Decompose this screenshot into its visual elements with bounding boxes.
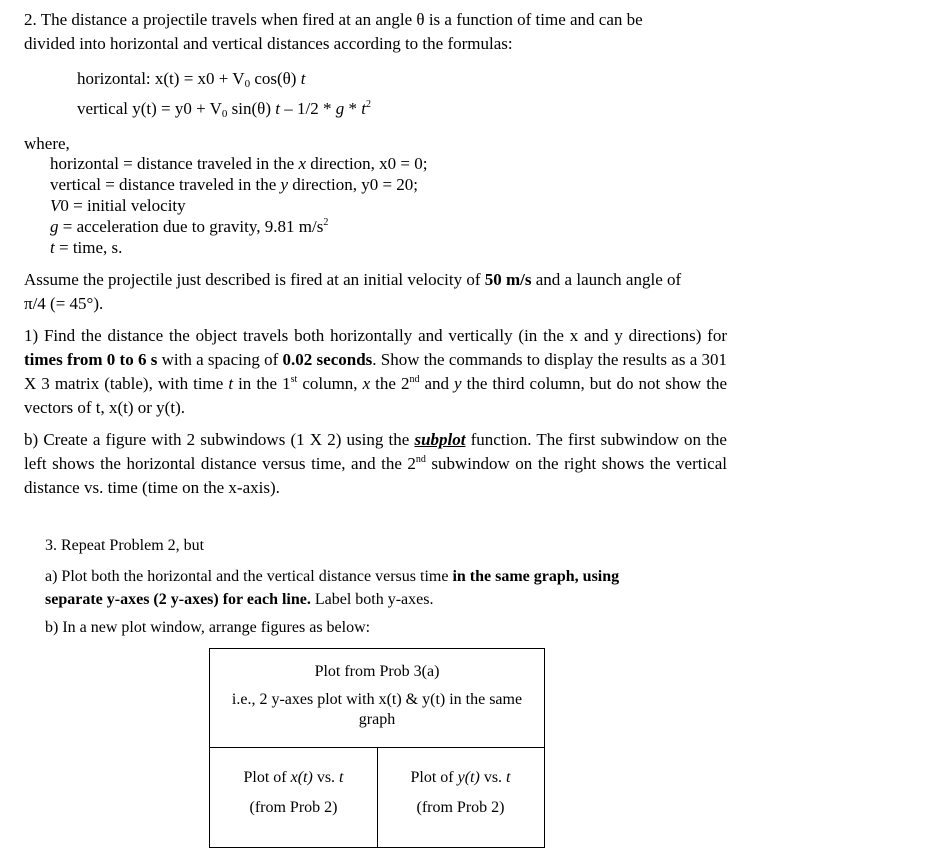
q1-text: with a spacing of xyxy=(157,350,283,369)
formula-var-t: t xyxy=(361,99,366,118)
formula-subscript: 0 xyxy=(244,78,251,90)
formula-text: horizontal: x(t) = x0 + V xyxy=(77,69,245,88)
p3a-text: Label both y-axes. xyxy=(310,591,434,608)
where-text: where, xyxy=(24,134,70,153)
p3a-text: a) Plot both the horizontal and the vertical distance versus time xyxy=(45,568,453,585)
q1-text: and xyxy=(419,374,455,393)
def-var: x xyxy=(298,154,306,173)
formula-text: * xyxy=(344,99,362,118)
cell-text: Plot of xyxy=(410,769,458,786)
formula-exponent: 2 xyxy=(365,99,371,110)
layout-top-cell xyxy=(218,662,536,730)
layout-bottom-right-cell xyxy=(378,768,543,818)
q1-sup: st xyxy=(290,374,298,385)
question-1-paragraph xyxy=(24,324,727,420)
problem-2-intro-line-1 xyxy=(24,8,643,32)
intro-text: 2. The distance a projectile travels when fired at an angle xyxy=(24,10,417,29)
formula-var-t: t xyxy=(275,99,280,118)
q1-bold: 0.02 seconds xyxy=(282,350,373,369)
formula-text: – 1/2 * xyxy=(279,99,336,118)
q1-text: in the 1 xyxy=(233,374,291,393)
layout-bottom-left-cell xyxy=(210,768,377,818)
q1-var: y xyxy=(454,374,462,393)
def-text: vertical = distance traveled in the xyxy=(50,175,281,194)
theta-symbol: θ xyxy=(416,10,425,29)
def-var: y xyxy=(280,175,289,194)
q1-bold: times from 0 to 6 s xyxy=(24,350,158,369)
cell-var: y(t) xyxy=(457,769,480,786)
q1-sup: nd xyxy=(409,374,420,385)
problem-2-intro-line-2 xyxy=(24,32,513,56)
def-text: = acceleration due to gravity, 9.81 m/s xyxy=(58,217,324,236)
def-initial-velocity xyxy=(50,195,427,216)
assume-bold: 50 m/s xyxy=(484,270,532,289)
def-vertical xyxy=(50,174,427,195)
problem-3-b xyxy=(45,618,370,638)
cell-var: x(t) xyxy=(290,769,313,786)
q1-text: the 2 xyxy=(370,374,410,393)
def-var: t xyxy=(50,238,55,257)
formula-text: vertical y(t) = y0 + V xyxy=(77,99,222,118)
bottom-left-source: (from Prob 2) xyxy=(249,799,338,816)
def-var: V xyxy=(50,196,61,215)
p3b-text: b) In a new plot window, arrange figures as below: xyxy=(45,619,371,636)
def-var: g xyxy=(50,217,59,236)
q1-var: x xyxy=(362,374,371,393)
formula-text: sin(θ) xyxy=(227,99,276,118)
question-b-paragraph xyxy=(24,428,727,500)
cell-var: t xyxy=(339,769,344,786)
p3a-line-1 xyxy=(45,565,619,588)
def-text: direction, y0 = 20; xyxy=(288,175,419,194)
q1-text: . Show the commands to display the results as a 301 X 3 matrix (table), with time xyxy=(24,350,728,393)
where-definitions xyxy=(50,153,427,258)
formula-horizontal xyxy=(77,67,305,91)
qb-text: subwindow on the right shows the vertical distance vs. time (time on the x-axis). xyxy=(24,454,727,497)
def-text: direction, x0 = 0; xyxy=(306,154,428,173)
top-cell-title: Plot from Prob 3(a) xyxy=(314,663,440,680)
qb-text: b) Create a figure with 2 subwindows (1 X 2) using the xyxy=(24,430,415,449)
q1-text: 1) Find the distance the object travels both horizontally and vertically (in the x and y directions) for xyxy=(24,326,727,345)
assume-text: Assume the projectile just described is fired at an initial velocity of xyxy=(24,270,485,289)
def-horizontal xyxy=(50,153,427,174)
def-exponent: 2 xyxy=(323,217,329,228)
q1-var: t xyxy=(228,374,234,393)
problem-3-title xyxy=(45,536,204,556)
subplot-function-name: subplot xyxy=(414,430,466,449)
assume-text: π/4 (= 45°). xyxy=(24,294,104,313)
p3-title-text: 3. Repeat Problem 2, but xyxy=(45,537,205,554)
top-cell-description: i.e., 2 y-axes plot with x(t) & y(t) in the same graph xyxy=(231,691,523,728)
def-gravity xyxy=(50,216,427,237)
def-text: 0 = initial velocity xyxy=(60,196,186,215)
p3a-line-2 xyxy=(45,588,619,611)
assume-text: and a launch angle of xyxy=(531,270,682,289)
intro-text: is a function of time and can be xyxy=(424,10,643,29)
cell-text: Plot of xyxy=(243,769,291,786)
cell-text: vs. xyxy=(479,769,507,786)
qb-sup: nd xyxy=(415,454,426,465)
bottom-left-title xyxy=(210,768,377,788)
intro-text: divided into horizontal and vertical distances according to the formulas: xyxy=(24,34,513,53)
formula-var-t: t xyxy=(300,69,306,88)
def-text: horizontal = distance traveled in the xyxy=(50,154,299,173)
cell-var: t xyxy=(506,769,511,786)
assume-line-2 xyxy=(24,292,103,316)
def-time xyxy=(50,237,427,258)
cell-text: vs. xyxy=(312,769,340,786)
formula-var-g: g xyxy=(335,99,345,118)
q1-text: column, xyxy=(297,374,363,393)
layout-table xyxy=(209,648,545,848)
p3a-bold: in the same graph, using xyxy=(452,568,620,585)
qb-text: function. The first subwindow on the left shows the horizontal distance versus time, and the 2 xyxy=(24,430,727,473)
assume-line-1 xyxy=(24,268,681,292)
formula-vertical xyxy=(77,97,371,121)
formula-text: cos(θ) xyxy=(250,69,301,88)
problem-3-a xyxy=(45,565,619,611)
def-text: = time, s. xyxy=(54,238,123,257)
p3a-bold: separate y-axes (2 y-axes) for each line. xyxy=(45,591,311,608)
q1-text: the third column, but do not show the vectors of t, x(t) or y(t). xyxy=(24,374,727,417)
bottom-right-source: (from Prob 2) xyxy=(416,799,505,816)
bottom-right-title xyxy=(378,768,543,788)
formula-subscript: 0 xyxy=(221,108,228,120)
